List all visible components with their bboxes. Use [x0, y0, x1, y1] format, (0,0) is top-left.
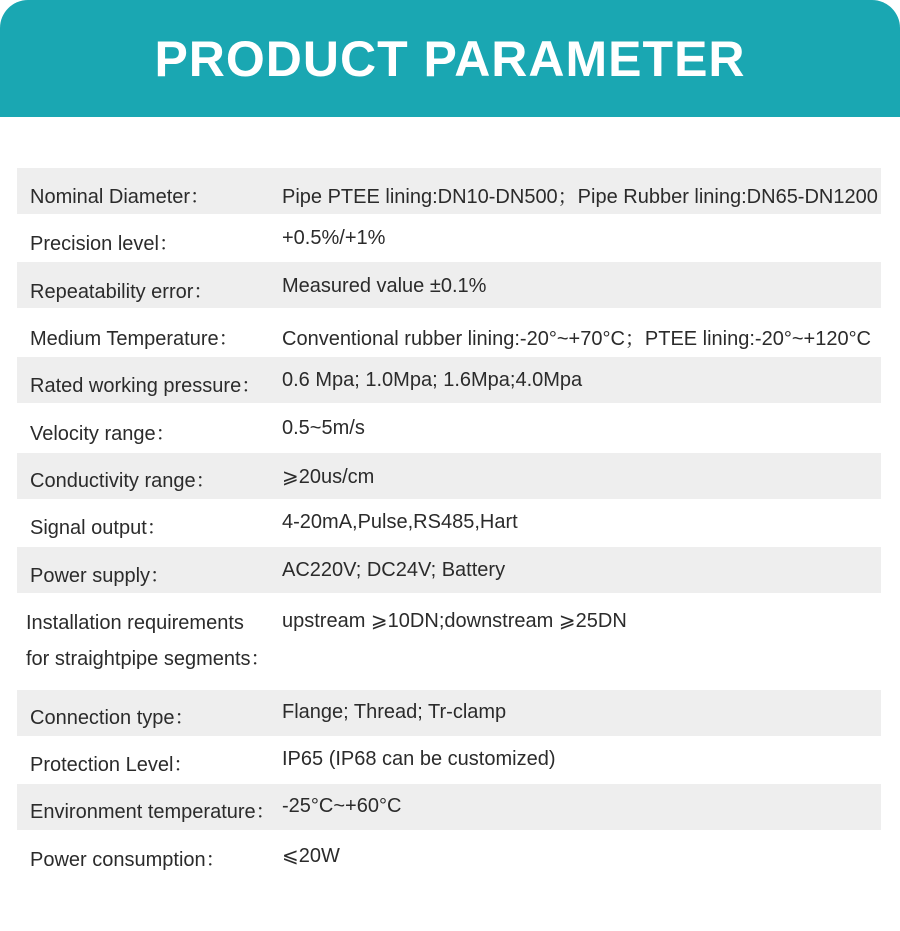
param-value: ⩽20W	[282, 845, 340, 867]
param-label-line: Installation requirements	[26, 612, 244, 634]
param-label: Power consumption：	[30, 849, 226, 871]
table-row	[17, 737, 881, 783]
table-row	[17, 690, 881, 736]
param-label: Repeatability error：	[30, 281, 214, 303]
table-row	[17, 547, 881, 593]
param-label: Precision level：	[30, 233, 179, 255]
param-label: Environment temperature：	[30, 801, 276, 823]
param-value: ⩾20us/cm	[282, 466, 375, 488]
param-label: Power supply：	[30, 565, 171, 587]
param-label-line: for straightpipe segments：	[26, 648, 271, 670]
param-value: +0.5%/+1%	[282, 227, 386, 249]
param-value: -25°C~+60°C	[282, 795, 402, 817]
param-value: Conventional rubber lining:-20°~+70°C；PTEE lining:-20°~+120°C	[282, 328, 872, 350]
param-label-multiline	[26, 605, 276, 677]
table-row	[17, 357, 881, 403]
param-label: Velocity range：	[30, 423, 176, 445]
table-row	[17, 310, 881, 356]
param-value: AC220V; DC24V; Battery	[282, 559, 506, 581]
param-label: Rated working pressure：	[30, 375, 262, 397]
param-value: Pipe PTEE lining:DN10-DN500；Pipe Rubber lining:DN65-DN1200	[282, 186, 878, 208]
param-value: 0.5~5m/s	[282, 417, 365, 439]
table-row	[17, 405, 881, 451]
param-label: Protection Level：	[30, 754, 194, 776]
param-label: Medium Temperature：	[30, 328, 239, 350]
table-row	[17, 784, 881, 830]
table-row	[17, 262, 881, 308]
header-banner	[0, 0, 900, 117]
param-value: 4-20mA,Pulse,RS485,Hart	[282, 511, 518, 533]
param-label: Signal output：	[30, 517, 167, 539]
page-title: PRODUCT PARAMETER	[154, 30, 746, 87]
table-row	[17, 168, 881, 214]
table-row	[17, 215, 881, 261]
table-row	[17, 453, 881, 499]
table-row	[17, 500, 881, 546]
table-row	[17, 831, 881, 877]
param-value: 0.6 Mpa; 1.0Mpa; 1.6Mpa;4.0Mpa	[282, 369, 583, 391]
param-label: Connection type：	[30, 707, 195, 729]
param-value: Flange; Thread; Tr-clamp	[282, 701, 507, 723]
param-value: Measured value ±0.1%	[282, 275, 487, 297]
param-value: IP65 (IP68 can be customized)	[282, 748, 556, 770]
table-row	[17, 594, 881, 688]
param-label: Conductivity range：	[30, 470, 216, 492]
param-value: upstream ⩾10DN;downstream ⩾25DN	[282, 610, 627, 632]
param-label: Nominal Diameter：	[30, 186, 211, 208]
